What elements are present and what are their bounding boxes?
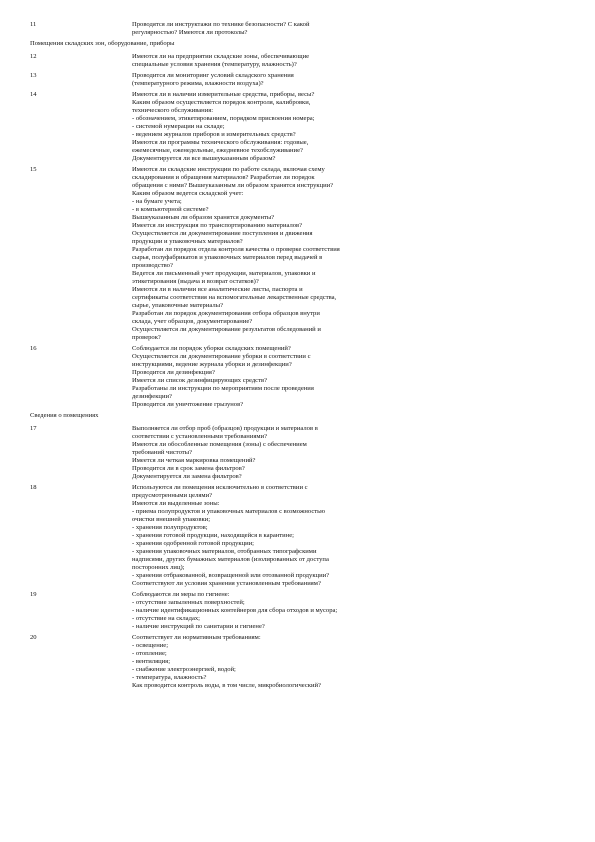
question-line: проверок? [132,334,161,341]
question-line: дезинфекции? [132,393,172,400]
item-number: 12 [30,53,37,60]
item-number: 18 [30,484,37,491]
question-line: - наличие инструкций по санитарии и гигиене? [132,623,265,630]
question-line: Соответствует ли нормативным требованиям: [132,634,261,641]
checklist-row [30,91,570,163]
question-line: Имеются ли складские инструкции по работе склада, включая схему [132,166,325,173]
question-line: Имеются ли на предприятии складские зоны, обеспечивающие [132,53,310,60]
question-line: склада, учет образцов, документирование? [132,318,253,325]
question-line: Проводится ли уничтожение грызунов? [132,401,244,408]
question-line: - освещение; [132,642,169,649]
question-block [132,72,432,88]
question-line: Каким образом ведется складской учет: [132,190,244,197]
question-line: Соответствуют ли условия хранения установленным требованиям? [132,580,321,587]
question-line: ежемесячные, еженедельные, ежедневное техобслуживание? [132,147,303,154]
checklist-row [30,634,570,690]
question-line: обращения с ними? Вышеуказанным ли образом хранятся инструкции? [132,182,334,189]
question-line: Имеются ли программы технического обслуживания: годовые, [132,139,309,146]
question-line: (температурного режима, влажности воздуха)? [132,80,264,87]
question-line: Документируется ли все вышеуказанным образом? [132,155,276,162]
checklist-row [30,345,570,409]
question-line: - системой нумерации на складе; [132,123,225,130]
question-line: - отсутствие на складах; [132,615,201,622]
question-line: Проводится ли дезинфекция? [132,369,215,376]
question-line: - наличие идентификационных контейнеров для сбора отходов и мусора; [132,607,338,614]
question-line: очистки внешней упаковки; [132,516,211,523]
question-line: - отопление; [132,650,167,657]
question-block [132,21,432,37]
item-number: 11 [30,21,37,28]
question-line: производство? [132,262,173,269]
checklist-row [30,591,570,631]
question-line: - ведением журналов приборов и измерительных средств? [132,131,296,138]
checklist-document [30,21,570,693]
question-line: сырья, полуфабрикатов и упаковочных материалов перед выдачей в [132,254,323,261]
question-line: Имеется ли список дезинфицирующих средств? [132,377,268,384]
question-line: технического обслуживания: [132,107,214,114]
question-line: складирования и обращения материалов? Разработан ли порядок [132,174,315,181]
checklist-row [30,166,570,342]
question-line: Ведется ли письменный учет продукции, материалов, упаковки и [132,270,316,277]
question-line: предусмотренными целями? [132,492,213,499]
question-line: надписями, других бумажных материалов (изолированных от доступа [132,556,329,563]
question-line: - хранения отбракованной, возвращенной или отозванной продукции? [132,572,330,579]
question-line: Используются ли помещения исключительно в соответствии с [132,484,308,491]
checklist-row [30,484,570,588]
question-line: регулярностью? Имеются ли протоколы? [132,29,248,36]
section-heading: Сведения о помещениях [30,412,99,419]
question-line: - на бумаге учета; [132,198,182,205]
item-number: 16 [30,345,37,352]
question-line: Соблюдается ли порядок уборки складских помещений? [132,345,291,352]
question-line: - обозначением, этикетированием, порядком присвоения номера; [132,115,315,122]
question-line: Выполняется ли отбор проб (образцов) продукции и материалов в [132,425,318,432]
checklist-row [30,53,570,69]
checklist-row [30,425,570,481]
question-line: Проводится ли мониторинг условий складского хранения [132,72,294,79]
question-line: Имеется ли инструкция по транспортированию материалов? [132,222,303,229]
question-block [132,634,432,690]
question-line: этикетирования (выдача и возврат остатков)? [132,278,259,285]
question-line: - в компьютерной системе? [132,206,209,213]
question-line: Разработан ли порядок отдела контроля качества о проверке соответствия [132,246,340,253]
question-line: - снабжение электроэнергией, водой; [132,666,236,673]
question-block [132,345,432,409]
item-number: 17 [30,425,37,432]
question-line: посторонних лиц); [132,564,185,571]
question-line: - вентиляция; [132,658,171,665]
question-line: Осуществляется ли документирование поступления и движения [132,230,313,237]
question-block [132,484,432,588]
question-line: Имеются ли обособленные помещения (зоны) с обеспечением [132,441,307,448]
item-number: 13 [30,72,37,79]
question-line: сертификаты соответствия на вспомогательные лекарственные средства, [132,294,337,301]
question-block [132,591,432,631]
question-line: Имеются ли выделенные зоны: [132,500,220,507]
question-line: Осуществляется ли документирование результатов обследований и [132,326,321,333]
question-block [132,166,432,342]
question-line: Каким образом осуществляется порядок контроля, калибровки, [132,99,311,106]
checklist-row [30,72,570,88]
question-block [132,425,432,481]
question-line: инструкциями, ведение журнала уборки и дезинфекции? [132,361,292,368]
question-line: - хранения упаковочных материалов, отобранных типографскими [132,548,317,555]
question-line: - отсутствие запыленных поверхностей; [132,599,245,606]
question-line: Разработаны ли инструкции по мероприятиям после проведения [132,385,314,392]
question-line: Проводятся ли инструктажи по технике безопасности? С какой [132,21,310,28]
question-line: Вышеуказанным ли образом хранятся документы? [132,214,275,221]
checklist-row [30,21,570,37]
question-block [132,53,432,69]
item-number: 20 [30,634,37,641]
question-line: Документируется ли замена фильтров? [132,473,242,480]
question-line: - приема полупродуктов и упаковочных материалов с возможностью [132,508,326,515]
question-line: Имеются ли в наличии измерительные средства, приборы, весы? [132,91,315,98]
item-number: 15 [30,166,37,173]
item-number: 14 [30,91,37,98]
section-heading: Помещения складских зон, оборудование, приборы [30,40,175,47]
question-line: сырье, упаковочные материалы? [132,302,223,309]
item-number: 19 [30,591,37,598]
question-line: Имеется ли четкая маркировка помещений? [132,457,256,464]
question-line: Проводится ли в срок замена фильтров? [132,465,245,472]
question-line: соответствии с установленными требованиями? [132,433,268,440]
question-line: Имеются ли в наличии все аналитические листы, паспорта и [132,286,303,293]
question-line: Как проводится контроль воды, в том числе, микробиологический? [132,682,321,689]
question-line: Соблюдаются ли меры по гигиене: [132,591,230,598]
question-line: продукции и упаковочных материалов? [132,238,243,245]
question-line: Осуществляется ли документирование уборки в соответствии с [132,353,311,360]
question-line: Разработан ли порядок документирования отбора образцов внутри [132,310,320,317]
question-line: - хранения одобренной готовой продукции; [132,540,255,547]
question-line: - температура, влажность? [132,674,207,681]
question-line: - хранения готовой продукции, находящейся в карантине; [132,532,294,539]
question-block [132,91,432,163]
question-line: требований чистоты? [132,449,193,456]
question-line: - хранения полупродуктов; [132,524,208,531]
question-line: специальные условия хранения (температуру, влажность)? [132,61,297,68]
